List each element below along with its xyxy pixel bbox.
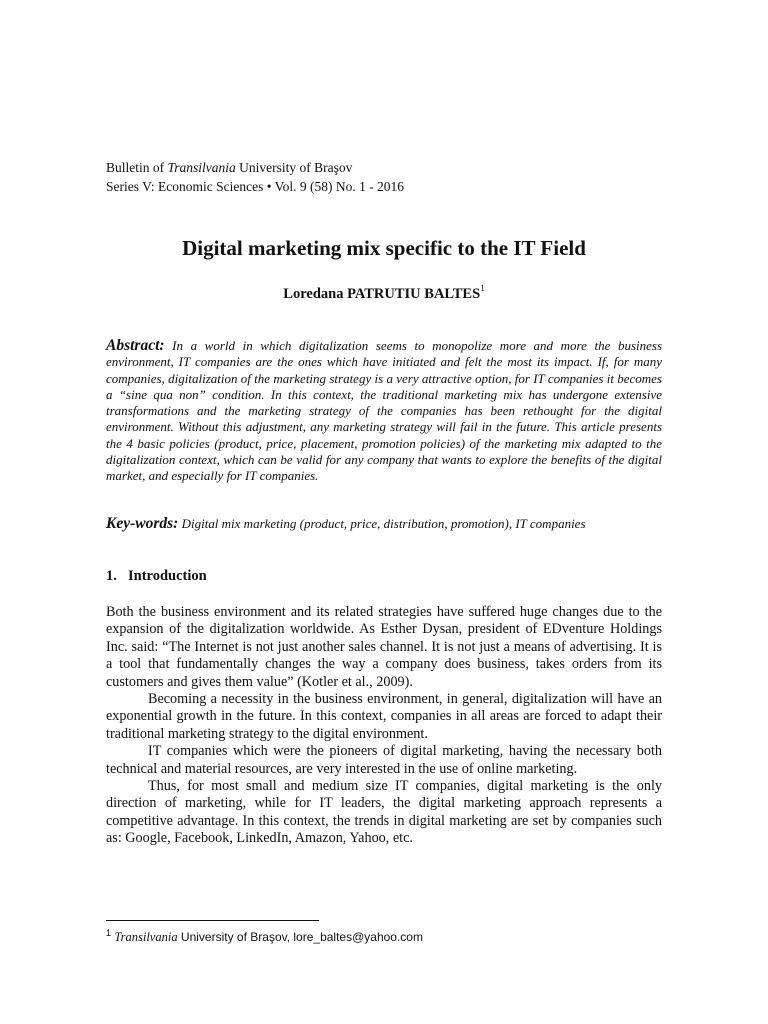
author-footnote-mark: 1 (480, 283, 485, 293)
footnote-separator (106, 920, 319, 921)
abstract-text: In a world in which digitalization seems to monopolize more and more the business environment, IT companies are the ones which have initiated and felt the most its impact. If, for many companies, digitalization of the marketing strategy is a very attractive option, for IT companies it becomes a “sine qua non” condition. In this context, the traditional marketing mix has undergone extensive transformations and the marketing strategy of the companies has been rethought for the digital environment. Without this adjustment, any marketing strategy will fail in the future. This article presents the 4 basic policies (product, price, placement, promotion policies) of the marketing mix adapted to the digitalization context, which can be valid for any company that wants to explore the benefits of the digital market, and especially for IT companies. (106, 338, 663, 484)
paragraph: Thus, for most small and medium size IT companies, digital marketing is the only direction of marketing, while for IT leaders, the digital marketing approach represents a competitive advantage. In this context, the trends in digital marketing are set by companies such as: Google, Facebook, LinkedIn, Amazon, Yahoo, etc. (106, 778, 662, 847)
paragraph: IT companies which were the pioneers of digital marketing, having the necessary both technical and material resources, are very interested in the use of online marketing. (106, 743, 662, 777)
journal-line-2: Series V: Economic Sciences • Vol. 9 (58) No. 1 - 2016 (106, 179, 405, 194)
footnote-text: University of Braşov, lore_baltes@yahoo.com (177, 930, 423, 944)
author-line (106, 284, 662, 303)
journal-header (106, 158, 404, 196)
keywords-text: Digital mix marketing (product, price, distribution, promotion), IT companies (181, 516, 586, 531)
section-heading-introduction (106, 568, 207, 585)
paragraph: Becoming a necessity in the business environment, in general, digitalization will have an exponential growth in the future. In this context, companies in all areas are forced to adapt their traditional marketing strategy to the digital environment. (106, 691, 662, 742)
section-number: 1. (106, 568, 117, 584)
abstract (106, 338, 662, 485)
footnote-mark: 1 (106, 928, 112, 938)
keywords-label: Key-words: (106, 515, 179, 532)
author-name: Loredana PATRUTIU BALTES (283, 285, 481, 302)
paper-title: Digital marketing mix specific to the IT Field (182, 236, 586, 260)
paragraph: Both the business environment and its related strategies have suffered huge changes due to the expansion of the digitalization worldwide. As Esther Dysan, president of EDventure Holdings Inc. said: “The Internet is not just another sales channel. It is not just a means of advertising. It is a tool that fundamentally changes the way a company does business, takes orders from its customers and gives them value” (Kotler et al., 2009). (106, 604, 662, 690)
abstract-label: Abstract: (106, 337, 165, 354)
journal-university-name: Transilvania (167, 160, 236, 175)
footnote (106, 928, 423, 945)
journal-line-1: Bulletin of Transilvania University of Braşov (106, 160, 353, 175)
section-title: Introduction (128, 568, 207, 584)
body-text (106, 604, 662, 848)
keywords (106, 515, 666, 533)
footnote-university: Transilvania (114, 930, 178, 944)
